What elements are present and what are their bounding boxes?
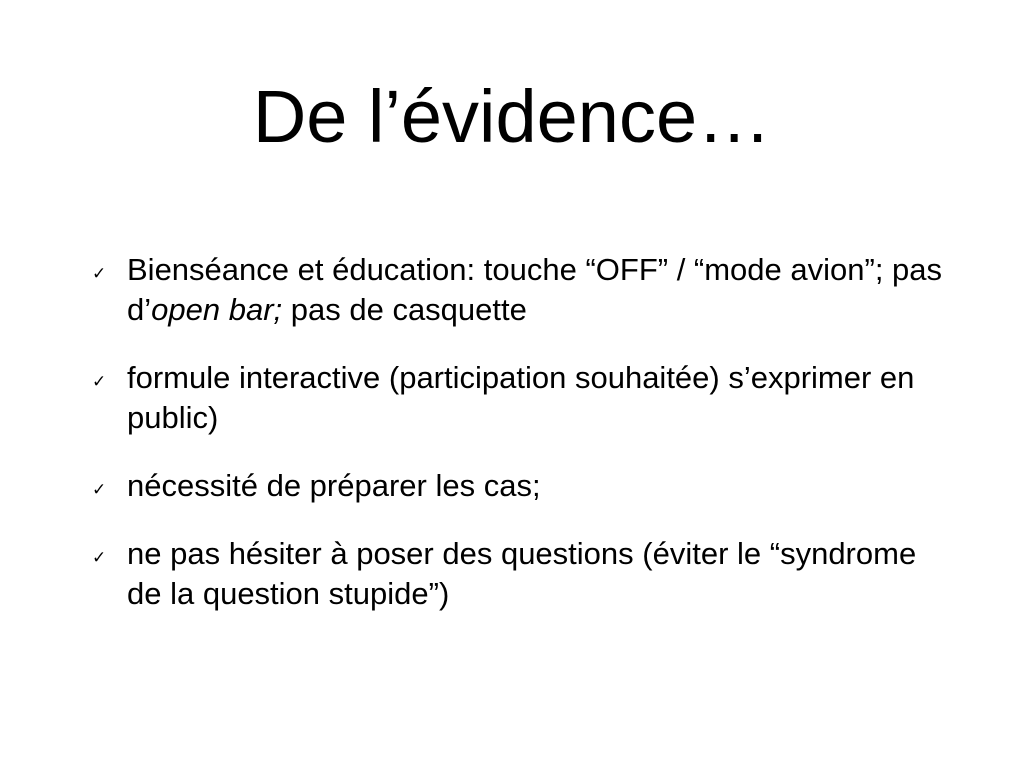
check-mark-icon: ✓ xyxy=(92,264,107,283)
slide-title: De l’évidence… xyxy=(252,75,772,158)
bullet-item xyxy=(92,466,952,506)
bullet-text: formule interactive (participation souhaitée) s’exprimer en public) xyxy=(127,360,915,435)
check-mark-icon: ✓ xyxy=(92,548,107,567)
bullet-list xyxy=(92,250,952,642)
check-mark-icon: ✓ xyxy=(92,480,107,499)
bullet-item xyxy=(92,534,952,614)
bullet-text-italic: open bar; xyxy=(151,292,283,327)
bullet-text: nécessité de préparer les cas; xyxy=(127,468,541,503)
bullet-item xyxy=(92,358,952,438)
bullet-item xyxy=(92,250,952,330)
bullet-text: ne pas hésiter à poser des questions (éviter le “syndrome de la question stupide”) xyxy=(127,536,917,611)
bullet-text-post: pas de casquette xyxy=(282,292,527,327)
bullet-text-pre: Bienséance et éducation: touche “OFF” / “mode avion”; pas d’ xyxy=(127,252,943,327)
check-mark-icon: ✓ xyxy=(92,372,107,391)
